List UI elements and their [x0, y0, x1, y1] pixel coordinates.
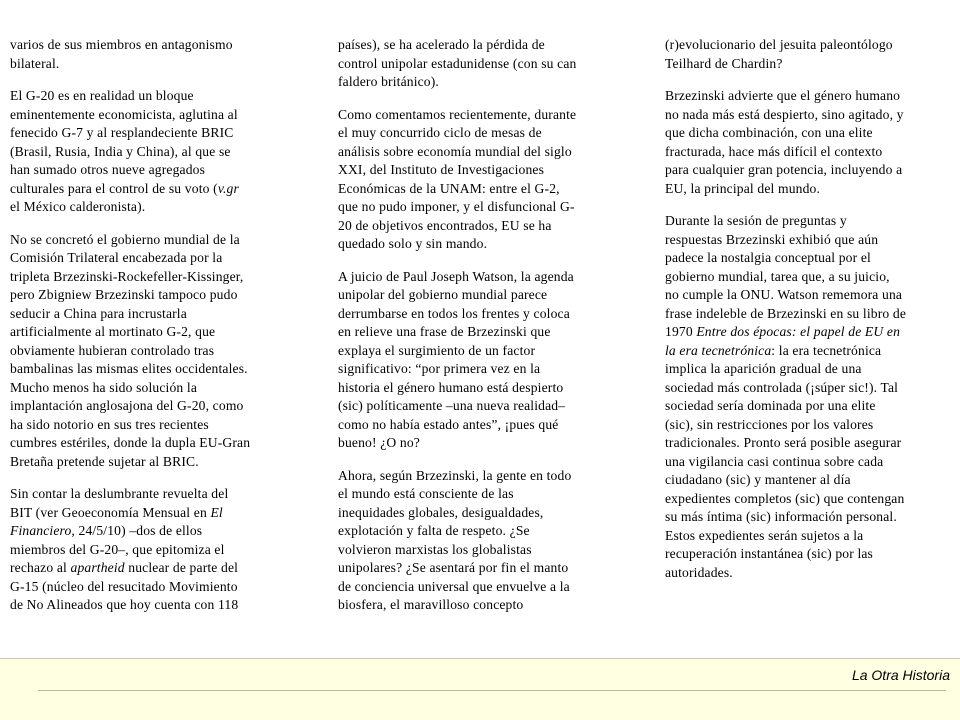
- text-line: [338, 596, 628, 615]
- text-line: [10, 379, 300, 398]
- text-line: [338, 467, 628, 486]
- text-segment: Estos expedientes serán sujetos a la: [665, 527, 864, 543]
- italic-text: apartheid: [70, 560, 125, 575]
- text-segment: nuclear de parte del: [124, 560, 239, 575]
- text-line: [338, 342, 628, 361]
- text-line: [338, 541, 628, 560]
- article-column-2: [338, 36, 628, 629]
- text-line: [10, 559, 300, 578]
- text-line: [10, 504, 300, 523]
- text-segment: faldero británico).: [338, 74, 439, 89]
- text-line: [10, 124, 300, 143]
- text-line: [338, 323, 628, 342]
- text-segment: explaya el surgimiento de un factor: [338, 342, 536, 358]
- text-segment: miembros del G-20–, que epitomiza el: [10, 541, 225, 557]
- paragraph: [338, 467, 628, 615]
- text-line: [665, 161, 955, 180]
- text-line: [665, 231, 955, 250]
- text-segment: en relieve una frase de Brzezinski que: [338, 324, 551, 339]
- text-line: [338, 379, 628, 398]
- text-line: [10, 416, 300, 435]
- text-line: [338, 217, 628, 236]
- text-line: [338, 106, 628, 125]
- text-line: [665, 471, 955, 490]
- text-segment: implica la aparición gradual de una: [665, 361, 862, 376]
- text-segment: (Brasil, Rusia, India y China), al que se: [10, 143, 231, 159]
- article-column-1: [10, 36, 300, 629]
- text-line: [665, 397, 955, 416]
- text-line: [665, 124, 955, 143]
- text-segment: (r)evolucionario del jesuita paleontólogo: [665, 37, 893, 52]
- text-line: [665, 55, 955, 74]
- text-segment: Teilhard de Chardin?: [665, 55, 783, 71]
- text-line: [10, 286, 300, 305]
- text-line: [10, 541, 300, 560]
- text-segment: bilateral.: [10, 55, 60, 71]
- text-line: [665, 180, 955, 199]
- text-segment: Bretaña pretende sujetar al BRIC.: [10, 453, 199, 469]
- slide-footer: [0, 658, 960, 720]
- text-segment: fracturada, hace más difícil el contexto: [665, 143, 883, 159]
- text-line: [338, 360, 628, 379]
- text-segment: no nada más está despierto, sino agitado, y: [665, 106, 904, 122]
- text-segment: , 24/5/10) –dos de ellos: [71, 523, 203, 538]
- text-segment: volvieron marxistas los globalistas: [338, 541, 532, 557]
- paragraph: [338, 36, 628, 92]
- text-line: [10, 305, 300, 324]
- paragraph: [10, 87, 300, 217]
- text-line: [665, 453, 955, 472]
- text-segment: recuperación instantánea (sic) por las: [665, 546, 873, 561]
- text-line: [665, 143, 955, 162]
- italic-text: El: [210, 504, 223, 520]
- text-segment: que dicha combinación, con una elite: [665, 125, 873, 140]
- text-line: [10, 522, 300, 541]
- paragraph: [665, 87, 955, 198]
- text-line: [338, 305, 628, 324]
- text-segment: varios de sus miembros en antagonismo: [10, 37, 233, 52]
- text-segment: EU, la principal del mundo.: [665, 180, 821, 196]
- text-line: [338, 416, 628, 435]
- text-segment: historia el género humano está despierto: [338, 379, 564, 395]
- text-segment: biosfera, el maravilloso concepto: [338, 597, 524, 612]
- text-line: [338, 124, 628, 143]
- text-segment: Como comentamos recientemente, durante: [338, 106, 577, 122]
- italic-text: la era tecnetrónica: [665, 342, 772, 358]
- italic-text: Financiero: [10, 523, 72, 538]
- text-segment: tradicionales. Pronto será posible asegurar: [665, 435, 902, 450]
- text-line: [338, 180, 628, 199]
- text-segment: culturales para el control de su voto (: [10, 180, 218, 196]
- text-segment: para cualquier gran potencia, incluyendo a: [665, 162, 903, 177]
- text-line: [338, 504, 628, 523]
- text-line: [338, 198, 628, 217]
- text-line: [665, 249, 955, 268]
- text-line: [10, 198, 300, 217]
- text-line: [338, 55, 628, 74]
- text-segment: cumbres estériles, donde la dupla EU-Gran: [10, 435, 251, 450]
- article-column-3: [665, 36, 955, 596]
- italic-text: v.gr: [217, 180, 239, 196]
- text-segment: ciudadano (sic) y mantener al día: [665, 472, 851, 487]
- text-line: [665, 564, 955, 583]
- text-segment: el México calderonista).: [10, 199, 146, 214]
- text-segment: su más íntima (sic) información personal.: [665, 509, 897, 524]
- text-line: [10, 55, 300, 74]
- text-line: [10, 360, 300, 379]
- footer-title: La Otra Historia: [851, 667, 950, 683]
- text-line: [338, 578, 628, 597]
- text-line: [10, 434, 300, 453]
- text-segment: Brzezinski advierte que el género humano: [665, 88, 901, 103]
- italic-text: Entre dos épocas: el papel de EU en: [696, 324, 901, 339]
- text-segment: : la era tecnetrónica: [771, 342, 882, 358]
- text-segment: unipolar del gobierno mundial parece: [338, 287, 548, 302]
- paragraph: [10, 485, 300, 615]
- text-line: [338, 143, 628, 162]
- text-segment: implantación anglosajona del G-20, como: [10, 398, 244, 413]
- text-segment: Comisión Trilateral encabezada por la: [10, 250, 223, 265]
- text-segment: Ahora, según Brzezinski, la gente en todo: [338, 467, 572, 483]
- text-segment: 20 de objetivos encontrados, EU se ha: [338, 217, 552, 233]
- text-line: [665, 323, 955, 342]
- text-segment: han sumado otros nueve agregados: [10, 162, 206, 177]
- text-segment: significativo: “por primera vez en la: [338, 361, 541, 376]
- text-line: [665, 508, 955, 527]
- text-segment: (sic), sin restricciones por los valores: [665, 416, 874, 432]
- text-line: [665, 286, 955, 305]
- text-segment: de conciencia universal que envuelve a la: [338, 578, 570, 594]
- text-segment: No se concretó el gobierno mundial de la: [10, 231, 240, 247]
- text-segment: seducir a China para incrustarla: [10, 305, 187, 321]
- text-line: [665, 379, 955, 398]
- text-segment: obviamente hubieran controlado tras: [10, 342, 215, 358]
- text-line: [665, 360, 955, 379]
- text-segment: 1970: [665, 324, 697, 339]
- text-line: [10, 87, 300, 106]
- text-line: [338, 161, 628, 180]
- text-segment: BIT (ver Geoeconomía Mensual en: [10, 504, 211, 520]
- text-line: [338, 268, 628, 287]
- text-segment: como no había estado antes”, ¡pues qué: [338, 416, 559, 432]
- text-line: [10, 323, 300, 342]
- text-line: [338, 235, 628, 254]
- text-line: [665, 87, 955, 106]
- text-line: [665, 268, 955, 287]
- text-segment: el muy concurrido ciclo de mesas de: [338, 125, 542, 140]
- text-segment: expedientes completos (sic) que contengan: [665, 490, 905, 506]
- text-line: [10, 485, 300, 504]
- text-segment: (sic) políticamente –una nueva realidad–: [338, 398, 566, 413]
- text-segment: que no pudo imponer, y el disfuncional G-: [338, 199, 575, 214]
- text-line: [10, 268, 300, 287]
- text-segment: quedado solo y sin mando.: [338, 236, 488, 251]
- text-segment: de No Alineados que hoy cuenta con 118: [10, 597, 239, 612]
- text-segment: autoridades.: [665, 564, 733, 580]
- footer-divider: [38, 690, 946, 691]
- text-line: [665, 36, 955, 55]
- text-segment: inequidades globales, desigualdades,: [338, 504, 544, 520]
- text-line: [10, 397, 300, 416]
- text-line: [665, 106, 955, 125]
- text-line: [10, 596, 300, 615]
- text-segment: derrumbarse en todos los frentes y coloca: [338, 305, 570, 321]
- text-segment: XXI, del Instituto de Investigaciones: [338, 162, 545, 177]
- text-line: [338, 73, 628, 92]
- text-segment: Sin contar la deslumbrante revuelta del: [10, 486, 229, 501]
- paragraph: [338, 268, 628, 453]
- text-line: [665, 545, 955, 564]
- paragraph: [10, 36, 300, 73]
- text-segment: fenecido G-7 y al resplandeciente BRIC: [10, 125, 234, 140]
- text-segment: El G-20 es en realidad un bloque: [10, 88, 194, 103]
- text-segment: respuestas Brzezinski exhibió que aún: [665, 231, 879, 247]
- text-segment: frase indeleble de Brzezinski en su libro de: [665, 305, 907, 321]
- text-line: [665, 305, 955, 324]
- text-line: [10, 161, 300, 180]
- text-segment: bambalinas las mismas elites occidentales.: [10, 361, 248, 376]
- text-line: [10, 106, 300, 125]
- text-segment: eminentemente economicista, aglutina al: [10, 106, 238, 122]
- text-segment: artificialmente al mortinato G-2, que: [10, 324, 216, 339]
- text-line: [10, 578, 300, 597]
- paragraph: [665, 36, 955, 73]
- text-segment: A juicio de Paul Joseph Watson, la agenda: [338, 268, 574, 284]
- text-segment: tripleta Brzezinski-Rockefeller-Kissinger,: [10, 268, 244, 284]
- text-line: [338, 559, 628, 578]
- text-segment: explotación y falta de respeto. ¿Se: [338, 523, 530, 538]
- text-segment: control unipolar estadunidense (con su can: [338, 55, 577, 71]
- text-line: [10, 180, 300, 199]
- text-line: [10, 342, 300, 361]
- text-segment: sociedad más controlada (¡súper sic!). Tal: [665, 379, 899, 395]
- paragraph: [338, 106, 628, 254]
- text-segment: unipolares? ¿Se asentará por fin el manto: [338, 560, 569, 575]
- text-segment: ha sido notorio en sus tres recientes: [10, 416, 209, 432]
- text-line: [10, 249, 300, 268]
- text-segment: Económicas de la UNAM: entre el G-2,: [338, 180, 560, 196]
- text-line: [665, 342, 955, 361]
- text-segment: el mundo está consciente de las: [338, 486, 514, 501]
- text-line: [10, 143, 300, 162]
- text-line: [10, 453, 300, 472]
- text-line: [665, 416, 955, 435]
- text-segment: sociedad sería dominada por una elite: [665, 398, 876, 413]
- text-segment: no cumple la ONU. Watson rememora una: [665, 287, 903, 302]
- paragraph: [665, 212, 955, 582]
- text-segment: análisis sobre economía mundial del siglo: [338, 143, 572, 159]
- text-segment: padece la nostalgia conceptual por el: [665, 250, 871, 265]
- text-line: [665, 434, 955, 453]
- text-segment: pero Zbigniew Brzezinski tampoco pudo: [10, 287, 238, 302]
- text-line: [338, 522, 628, 541]
- text-segment: Mucho menos ha sido solución la: [10, 379, 198, 395]
- text-segment: gobierno mundial, tarea que, a su juicio,: [665, 268, 890, 284]
- text-line: [338, 36, 628, 55]
- text-segment: bueno! ¿O no?: [338, 435, 420, 450]
- text-segment: rechazo al: [10, 560, 71, 575]
- text-line: [338, 434, 628, 453]
- paragraph: [10, 231, 300, 472]
- text-line: [10, 231, 300, 250]
- text-line: [665, 527, 955, 546]
- text-segment: G-15 (núcleo del resucitado Movimiento: [10, 578, 238, 594]
- text-line: [10, 36, 300, 55]
- text-segment: una vigilancia casi continua sobre cada: [665, 453, 884, 469]
- text-line: [665, 212, 955, 231]
- text-line: [338, 397, 628, 416]
- text-segment: Durante la sesión de preguntas y: [665, 213, 847, 228]
- text-line: [665, 490, 955, 509]
- text-line: [338, 485, 628, 504]
- text-segment: países), se ha acelerado la pérdida de: [338, 37, 545, 52]
- text-line: [338, 286, 628, 305]
